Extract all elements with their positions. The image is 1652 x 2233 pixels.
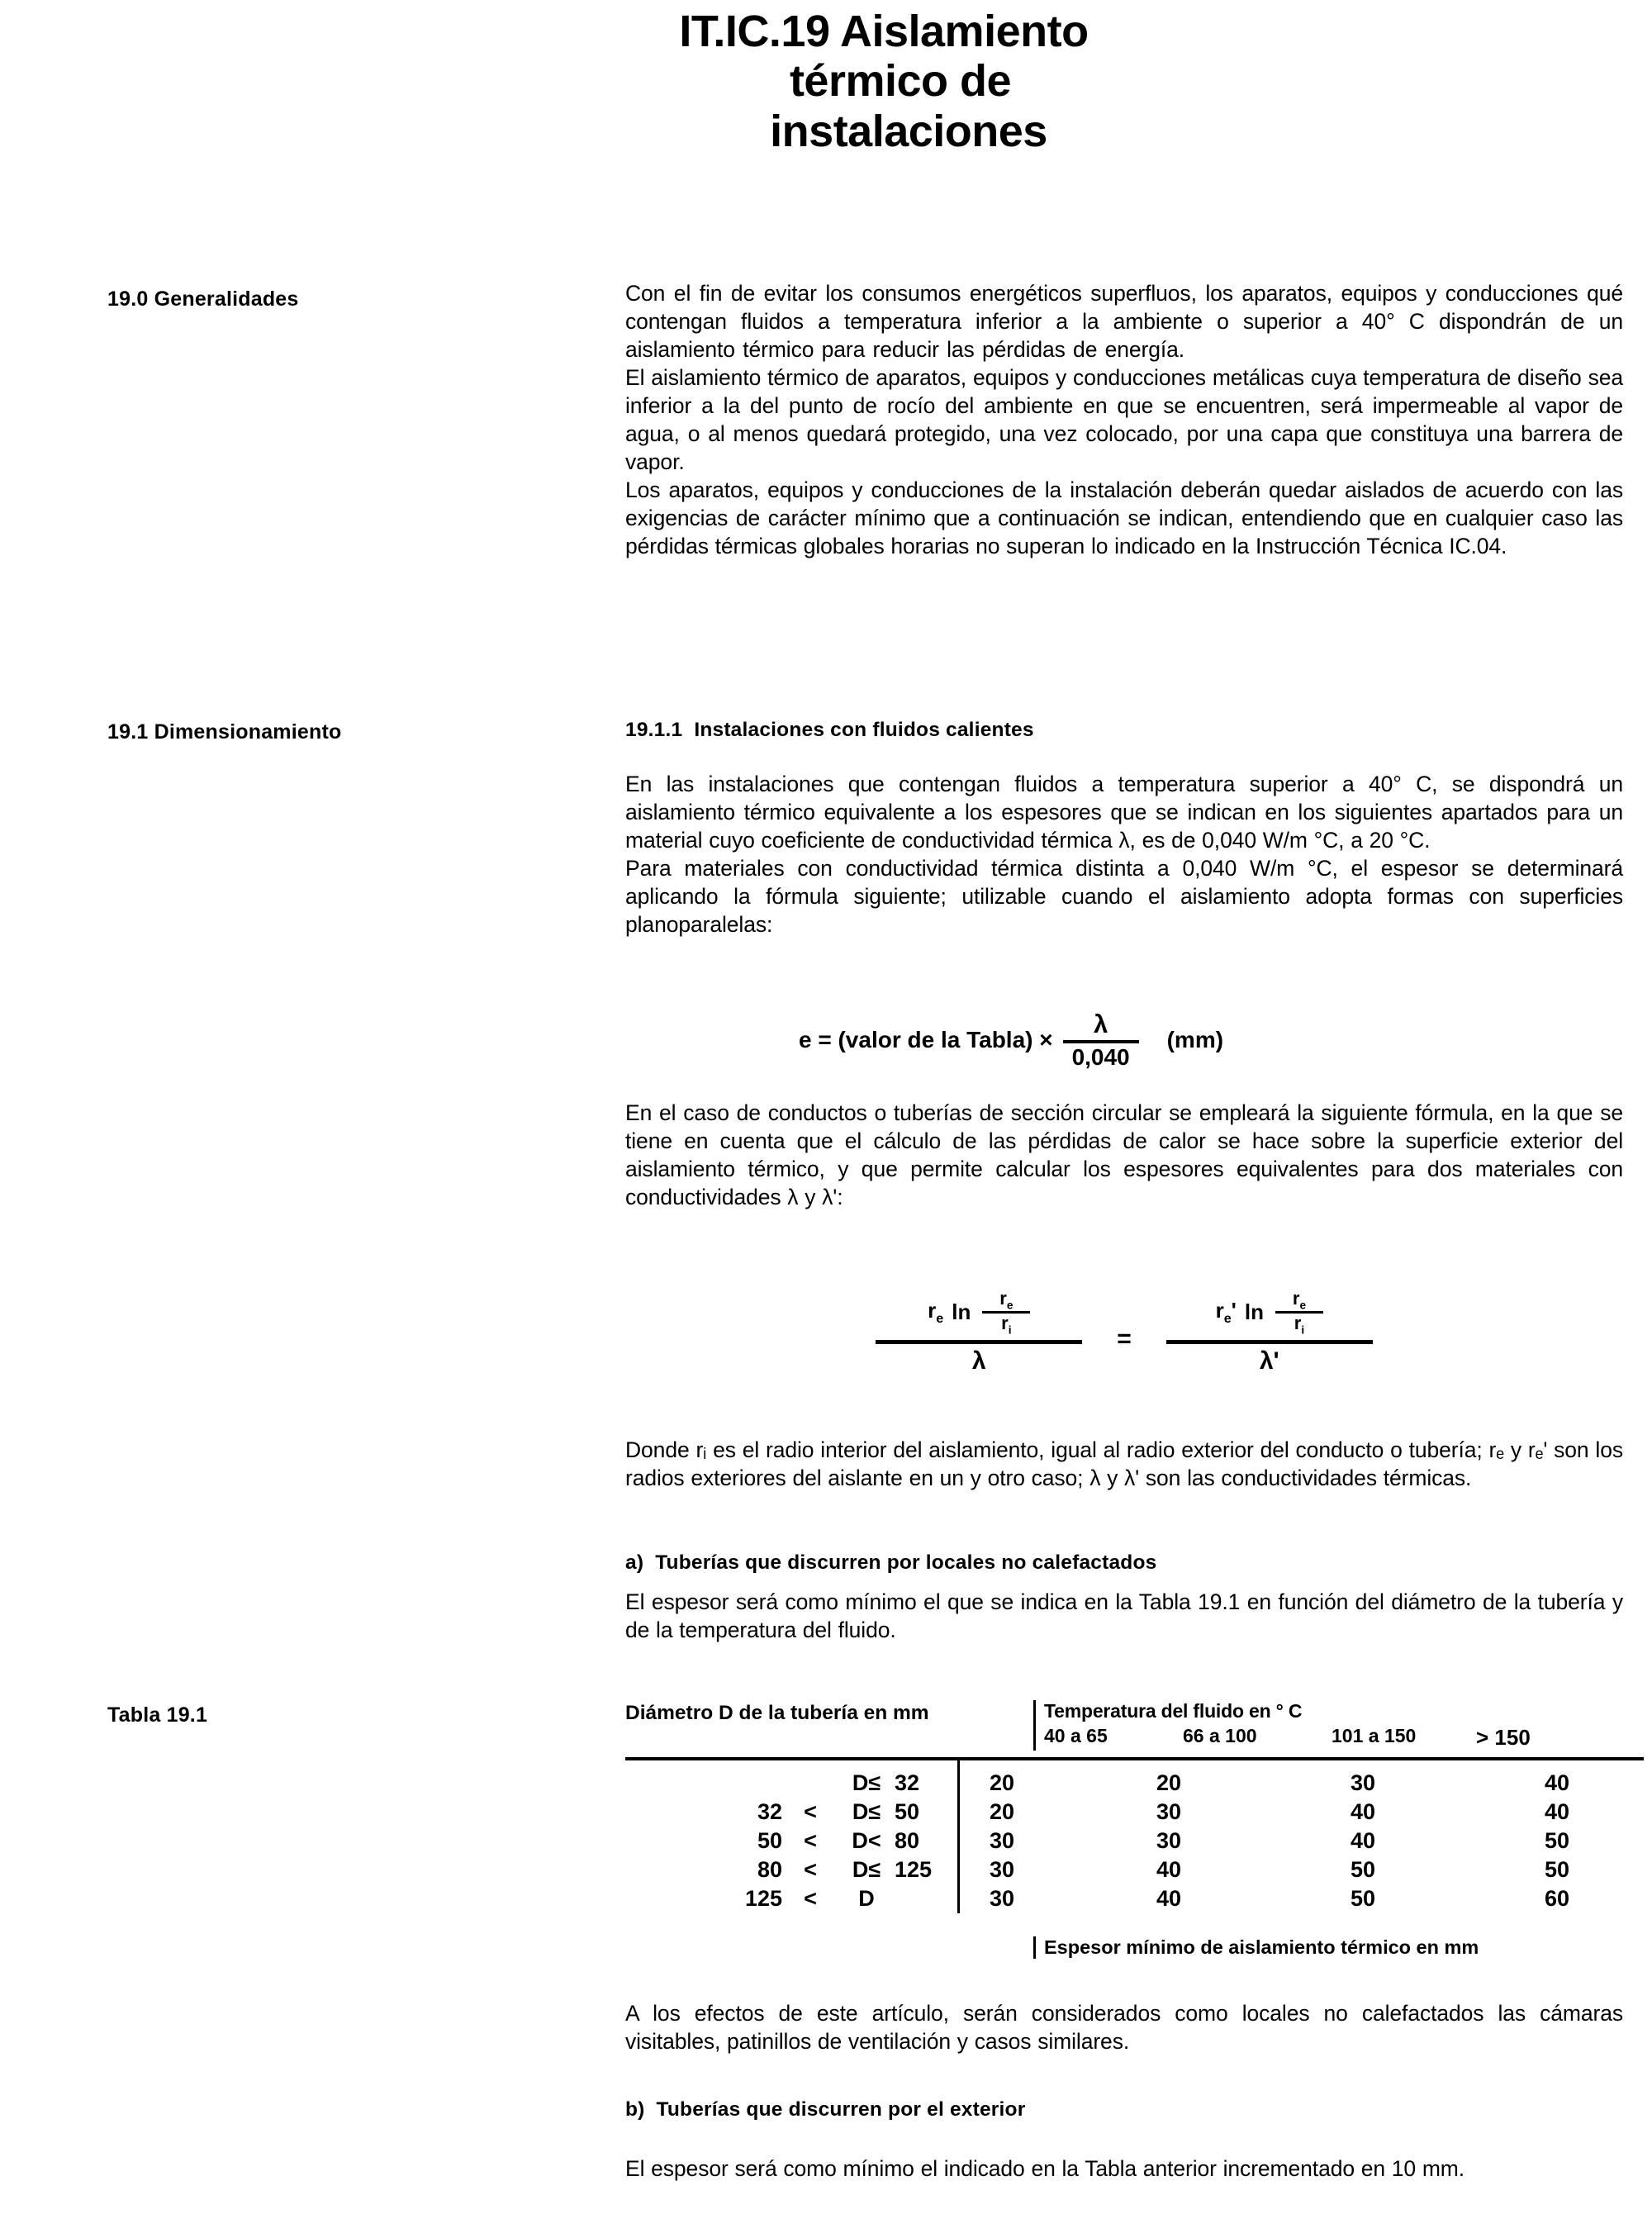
table-19-1 (625, 1700, 1629, 1959)
margin-heading-dimensionamiento: 19.1 Dimensionamiento (107, 720, 342, 744)
table-row (968, 1827, 1644, 1855)
table-row (625, 1827, 957, 1855)
table-column-header: 101 a 150 (1332, 1725, 1417, 1746)
table-row (968, 1855, 1644, 1884)
paragraph-19-0-2: El aislamiento térmico de aparatos, equipos y conducciones metálicas cuya temperatura de diseño sea inferior a la del punto de rocío del ambiente en que se encuentren, será impermeable al vapor de agua, o al menos quedará protegido, una vez colocado, por una capa que constituya una barrera de vapor. (625, 365, 1623, 475)
table-row (625, 1884, 957, 1913)
formula-circular (625, 1289, 1623, 1375)
formula-2-left-side (876, 1289, 1082, 1375)
subsection-b-marker: b) (625, 2098, 645, 2121)
subsection-a (625, 1551, 1623, 1644)
table-cell: 30 (990, 1886, 1015, 1912)
formula-2-right-ln: ln (1244, 1299, 1264, 1325)
row-variable: D≤ (852, 1857, 881, 1883)
table-column-group-caption: Temperatura del fluido en ° C (1044, 1700, 1303, 1722)
row-upper-bound: 80 (895, 1828, 920, 1854)
section-19-1-1-body-top (625, 770, 1623, 938)
formula-2-equals: = (1117, 1325, 1132, 1353)
table-cell: 50 (1545, 1857, 1570, 1883)
row-upper-bound: 32 (895, 1770, 920, 1795)
table-footer-label: Espesor mínimo de aislamiento térmico en mm (1033, 1936, 1629, 1959)
subsection-19-1-1-heading (625, 719, 1623, 742)
table-row (625, 1769, 957, 1798)
formula-2-left-radius: $r_e$ (928, 1298, 944, 1327)
note-after-table-block (625, 1999, 1623, 2055)
table-row (625, 1855, 957, 1884)
table-footer-spacer (625, 1936, 1033, 1959)
subsection-a-title: Tuberías que discurren por locales no calefactados (655, 1551, 1157, 1574)
section-19-1-1-body-bottom (625, 1436, 1623, 1492)
table-cell: 40 (1156, 1857, 1182, 1883)
table-row (968, 1798, 1644, 1827)
section-19-1-1-body-mid (625, 1099, 1623, 1211)
formula-1-fraction (1063, 1010, 1139, 1071)
paragraph-subsection-a: El espesor será como mínimo el que se indica en la Tabla 19.1 en función del diámetro de la tubería y de la temperatura del fluido. (625, 1589, 1623, 1643)
table-cell: 40 (1156, 1886, 1182, 1912)
table-cell: 20 (990, 1770, 1015, 1795)
subsection-b-title: Tuberías que discurren por el exterior (656, 2098, 1026, 2121)
row-lower-bound: 125 (744, 1886, 782, 1912)
formula-1-unit: (mm) (1166, 1026, 1224, 1052)
paragraph-19-1-1-3: En el caso de conductos o tuberías de sección circular se empleará la siguiente fórmula, en la que se tiene en cuenta que el cálculo de las pérdidas de calor se hace sobre la superficie exterior del aislamiento térmico, y que permite calcular los espesores equivalentes para dos materiales con conductividades λ y λ': (625, 1100, 1623, 1210)
paragraph-note-after-table: A los efectos de este artículo, serán considerados como locales no calefactados las cámaras visitables, patinillos de ventilación y casos similares. (625, 2001, 1623, 2055)
subsection-b-heading (625, 2098, 1623, 2121)
table-cell: 20 (990, 1799, 1015, 1825)
table-footer (625, 1936, 1629, 1959)
table-cell: 40 (1351, 1828, 1376, 1854)
table-row-labels (625, 1757, 957, 1913)
subsection-number: 19.1.1 (625, 719, 683, 741)
row-op-low: < (804, 1886, 817, 1912)
row-op-low: < (804, 1857, 817, 1883)
row-lower-bound (718, 1769, 782, 1798)
formula-1-lead: e = (valor de la Tabla) × (799, 1026, 1053, 1052)
paragraph-19-1-1-4: Donde rᵢ es el radio interior del aislamiento, igual al radio exterior del conducto o tubería; rₑ y rₑ' son los radios exteriores del aislante en un y otro caso; λ y λ' son las conductividades térmicas. (625, 1437, 1623, 1491)
formula-2-right-inner-fraction (1275, 1289, 1323, 1337)
paragraph-19-1-1-2: Para materiales con conductividad térmica distinta a 0,040 W/m °C, el espesor se determinará aplicando la fórmula siguiente; utilizable cuando el aislamiento adopta formas con superficies planoparalelas: (625, 856, 1623, 938)
formula-1-denominator: 0,040 (1071, 1043, 1130, 1070)
page-title (446, 7, 1322, 156)
table-header (625, 1700, 1629, 1751)
table-body (625, 1757, 1629, 1913)
row-variable: D< (852, 1828, 881, 1854)
row-upper-bound: 125 (895, 1857, 933, 1883)
table-column-group (1033, 1700, 1629, 1751)
paragraph-subsection-b: El espesor será como mínimo el indicado en la Tabla anterior incrementado en 10 mm. (625, 2156, 1465, 2181)
title-line-3: instalaciones (770, 106, 1047, 156)
subsection-title: Instalaciones con fluidos calientes (694, 719, 1034, 741)
table-cell: 20 (1156, 1770, 1182, 1795)
subsection-a-marker: a) (625, 1551, 644, 1574)
formula-2-right-inner-num: $r_e$ (1292, 1288, 1307, 1312)
row-upper-bound: 50 (895, 1799, 920, 1825)
subsection-a-heading (625, 1551, 1623, 1575)
formula-1-numerator: λ (1093, 1010, 1108, 1038)
margin-heading-generalidades: 19.0 Generalidades (107, 287, 299, 311)
table-cell: 30 (1156, 1828, 1182, 1854)
table-column-headers (1044, 1725, 1629, 1751)
row-op-low: < (804, 1799, 817, 1825)
table-cell: 50 (1545, 1828, 1570, 1854)
formula-2-right-denominator: λ' (1259, 1347, 1279, 1375)
row-op-low: < (804, 1828, 817, 1854)
table-cell: 50 (1351, 1857, 1376, 1883)
row-lower-bound: 80 (757, 1857, 782, 1883)
title-line-2: térmico de (789, 56, 1012, 107)
formula-2-left-ln: ln (952, 1299, 971, 1325)
formula-2-left-inner-den: $r_i$ (1001, 1313, 1012, 1337)
formula-2-left-inner-num: $r_e$ (999, 1288, 1014, 1312)
formula-2-left-denominator: λ (971, 1347, 986, 1375)
paragraph-19-0-1: Con el fin de evitar los consumos energéticos superfluos, los aparatos, equipos y conducciones qué contengan fluidos a temperatura inferior a la ambiente o superior a 40° C dispondrán de un aislamiento térmico para reducir las pérdidas de energía. (625, 281, 1623, 363)
table-cell: 30 (1156, 1799, 1182, 1825)
paragraph-19-1-1-1: En las instalaciones que contengan fluidos a temperatura superior a 40° C, se dispondrá un aislamiento térmico equivalente a los espesores que se indican en los siguientes apartados para un material cuyo coeficiente de conductividad térmica λ, es de 0,040 W/m °C, a 20 °C. (625, 772, 1623, 853)
formula-planoparalelas (625, 1010, 1623, 1071)
formula-2-right-side (1166, 1289, 1373, 1375)
table-cell: 40 (1545, 1799, 1570, 1825)
row-variable: D (858, 1886, 875, 1912)
table-row-header-label: Diámetro D de la tubería en mm (625, 1702, 929, 1724)
table-row (968, 1884, 1644, 1913)
table-cell: 50 (1351, 1886, 1376, 1912)
title-line-1: IT.IC.19 Aislamiento (679, 7, 1089, 56)
table-column-header: 40 a 65 (1044, 1725, 1108, 1746)
subsection-b (625, 2098, 1623, 2183)
row-variable: D≤ (852, 1799, 881, 1825)
formula-2-left-inner-fraction (982, 1289, 1030, 1337)
table-cell: 40 (1351, 1799, 1376, 1825)
row-lower-bound: 32 (757, 1799, 782, 1825)
table-cell: 40 (1545, 1770, 1570, 1795)
row-upper-bound (895, 1884, 957, 1913)
formula-2-right-radius: $r_e'$ (1215, 1298, 1237, 1327)
table-cell: 30 (990, 1828, 1015, 1854)
section-19-0-body (625, 279, 1623, 560)
table-cell: 30 (1351, 1770, 1376, 1795)
table-row (968, 1769, 1644, 1798)
row-op-low (782, 1769, 838, 1798)
row-lower-bound: 50 (757, 1828, 782, 1854)
formula-2-right-inner-den: $r_i$ (1294, 1313, 1305, 1337)
table-cell: 60 (1545, 1886, 1570, 1912)
section-19-1-1-heading-row (625, 719, 1623, 742)
table-values (957, 1757, 1644, 1913)
table-row (625, 1798, 957, 1827)
table-cell: 30 (990, 1857, 1015, 1883)
row-variable: D≤ (852, 1770, 881, 1795)
paragraph-19-0-3: Los aparatos, equipos y conducciones de la instalación deberán quedar aislados de acuerdo con las exigencias de carácter mínimo que a continuación se indican, entendiendo que en cualquier caso las pérdidas térmicas globales horarias no superan lo indicado en la Instrucción Técnica IC.04. (625, 477, 1623, 559)
margin-heading-tabla: Tabla 19.1 (107, 1703, 208, 1727)
table-column-header: > 150 (1476, 1725, 1531, 1750)
table-column-header: 66 a 100 (1183, 1725, 1257, 1746)
